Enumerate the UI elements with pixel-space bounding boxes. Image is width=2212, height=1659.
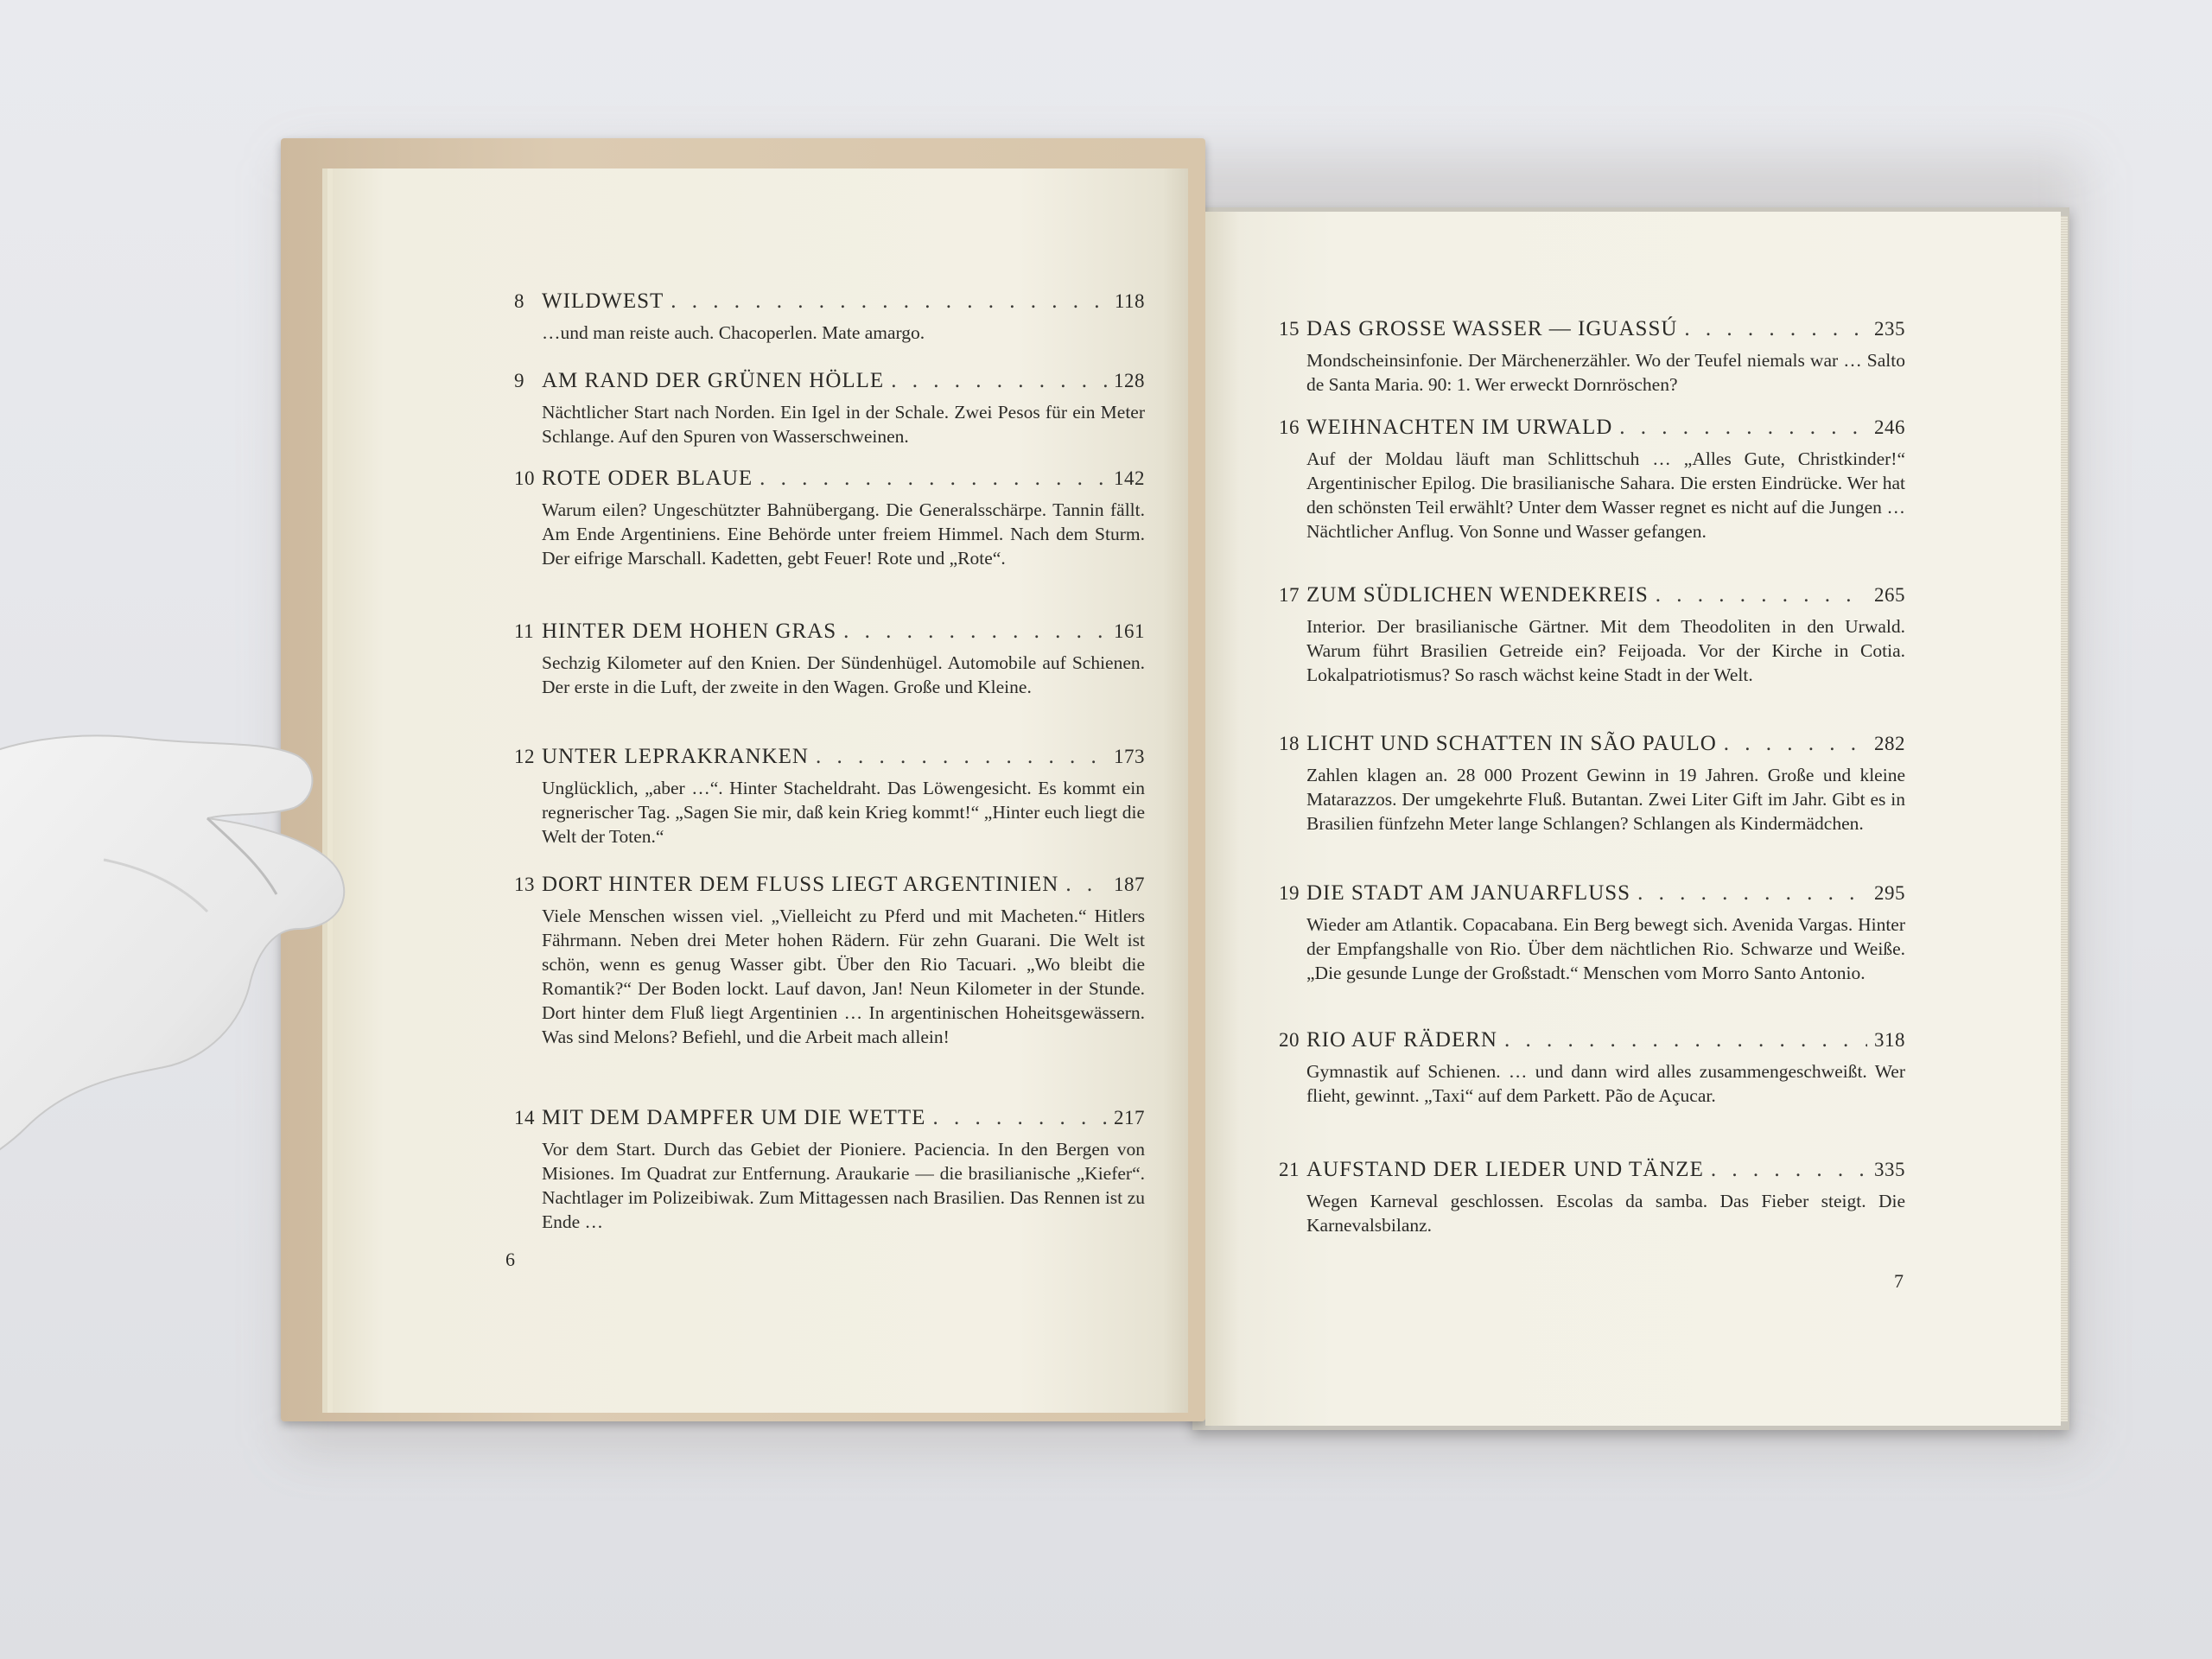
chapter-page-number: 295 [1874, 882, 1905, 904]
chapter-summary: Zahlen klagen an. 28 000 Prozent Gewinn in 19 Jahren. Große und kleine Matarazzos. Der umgekehrte Fluß. Butantan. Zwei Liter Gift im Jahr. Gibt es in Brasilien fünfzehn Meter lange Schlangen? Schlangen als Kindermädchen. [1306, 765, 1905, 834]
chapter-number: 16 [1279, 416, 1300, 438]
page-edges [2061, 216, 2068, 1421]
chapter-number: 21 [1279, 1159, 1300, 1180]
chapter-summary: Wegen Karneval geschlossen. Escolas da samba. Das Fieber steigt. Die Karnevalsbilanz. [1306, 1191, 1905, 1236]
leader-dots [816, 745, 1107, 769]
leader-dots [1711, 1158, 1867, 1182]
chapter-summary: Vor dem Start. Durch das Gebiet der Pioniere. Paciencia. In den Bergen von Misiones. Im Quadrat zur Entfernung. Araukarie — die brasilianische „Kiefer“. Nachtlager im Polizeibiwak. Zum Mittagessen nach Brasilien. Das Rennen ist zu Ende … [542, 1139, 1145, 1232]
chapter-page-number: 217 [1114, 1107, 1145, 1128]
chapter-number: 19 [1279, 882, 1300, 904]
chapter-title: ROTE ODER BLAUE [542, 467, 753, 490]
chapter-number: 9 [514, 370, 524, 391]
toc-entry [1279, 881, 1905, 985]
chapter-summary: Wieder am Atlantik. Copacabana. Ein Berg bewegt sich. Avenida Vargas. Hinter der Empfangshalle von Rio. Über dem nächtlichen Rio. Schwarze und Weiße. „Die gesunde Lunge der Großstadt.“ Menschen vom Morro Santo Antonio. [1306, 914, 1905, 983]
toc-entry [514, 369, 1145, 448]
toc-entry-heading [514, 467, 1145, 491]
chapter-summary: Gymnastik auf Schienen. … und dann wird alles zusammengeschweißt. Wer flieht, gewinnt. „Taxi“ auf dem Parkett. Pão de Açucar. [1306, 1061, 1905, 1106]
chapter-number: 12 [514, 746, 535, 767]
leader-dots [671, 289, 1108, 314]
chapter-number: 17 [1279, 584, 1300, 606]
chapter-summary: Sechzig Kilometer auf den Knien. Der Sündenhügel. Automobile auf Schienen. Der erste in die Luft, der zweite in den Wagen. Große und Kleine. [542, 652, 1145, 697]
chapter-number: 15 [1279, 318, 1300, 340]
chapter-summary: Unglücklich, „aber …“. Hinter Stacheldraht. Das Löwengesicht. Es kommt ein regnerischer Tag. „Sagen Sie mir, daß kein Krieg kommt!“ „Hinter euch liegt die Welt der Toten.“ [542, 778, 1145, 847]
chapter-title: DIE STADT AM JANUARFLUSS [1306, 881, 1631, 905]
chapter-title: RIO AUF RÄDERN [1306, 1028, 1497, 1052]
leader-dots [1656, 583, 1867, 607]
chapter-page-number: 235 [1874, 318, 1905, 340]
toc-entry [1279, 416, 1905, 543]
chapter-page-number: 142 [1114, 467, 1145, 489]
chapter-title: MIT DEM DAMPFER UM DIE WETTE [542, 1106, 926, 1129]
leader-dots [1504, 1028, 1867, 1052]
chapter-summary: Interior. Der brasilianische Gärtner. Mit dem Theodoliten in den Urwald. Warum führt Brasilien Getreide ein? Feijoada. Vor der Kirche in Cotia. Lokalpatriotismus? So rasch wächst keine Stadt in der Welt. [1306, 616, 1905, 685]
toc-entry-heading [1279, 732, 1905, 756]
chapter-page-number: 318 [1874, 1029, 1905, 1051]
chapter-title: AM RAND DER GRÜNEN HÖLLE [542, 369, 885, 392]
toc-entry-heading [1279, 1158, 1905, 1182]
leader-dots [891, 369, 1107, 393]
toc-entry [514, 467, 1145, 570]
chapter-page-number: 282 [1874, 733, 1905, 754]
chapter-title: ZUM SÜDLICHEN WENDEKREIS [1306, 583, 1649, 607]
chapter-page-number: 118 [1114, 290, 1145, 312]
leader-dots [1637, 881, 1867, 906]
toc-entry-heading [514, 620, 1145, 644]
chapter-title: LICHT UND SCHATTEN IN SÃO PAULO [1306, 732, 1717, 755]
chapter-title: WEIHNACHTEN IM URWALD [1306, 416, 1613, 439]
leader-dots [843, 620, 1107, 644]
toc-entry [1279, 583, 1905, 687]
toc-entry-heading [1279, 1028, 1905, 1052]
toc-entry-heading [1279, 416, 1905, 440]
toc-entry [514, 745, 1145, 849]
chapter-page-number: 161 [1114, 620, 1145, 642]
chapter-title: DAS GROSSE WASSER — IGUASSÚ [1306, 317, 1678, 340]
toc-entry-heading [514, 1106, 1145, 1130]
right-folio: 7 [1894, 1270, 1904, 1292]
chapter-summary: …und man reiste auch. Chacoperlen. Mate amargo. [542, 322, 925, 343]
chapter-page-number: 265 [1874, 584, 1905, 606]
leader-dots [1619, 416, 1867, 440]
toc-entry-heading [514, 369, 1145, 393]
chapter-summary: Auf der Moldau läuft man Schlittschuh … „Alles Gute, Christkinder!“ Argentinischer Epilog. Die brasilianische Sahara. Die ersten Eindrücke. Wer hat den schönsten Teil erwählt? Unter dem Wasser regnet es nicht auf die Jungen … Nächtlicher Anflug. Von Sonne und Wasser gefangen. [1306, 448, 1905, 542]
chapter-title: WILDWEST [542, 289, 664, 313]
leader-dots [1684, 317, 1867, 341]
toc-entry-heading [514, 745, 1145, 769]
chapter-page-number: 173 [1114, 746, 1145, 767]
white-glove-hand-icon [0, 721, 397, 1274]
chapter-page-number: 335 [1874, 1159, 1905, 1180]
chapter-number: 8 [514, 290, 524, 312]
chapter-number: 13 [514, 874, 535, 895]
toc-entry-heading [514, 289, 1145, 314]
chapter-page-number: 246 [1874, 416, 1905, 438]
chapter-page-number: 187 [1114, 874, 1145, 895]
toc-entry [514, 1106, 1145, 1234]
chapter-title: UNTER LEPRAKRANKEN [542, 745, 809, 768]
toc-entry [514, 289, 1145, 345]
chapter-title: HINTER DEM HOHEN GRAS [542, 620, 837, 643]
chapter-number: 20 [1279, 1029, 1300, 1051]
toc-entry [514, 620, 1145, 699]
toc-entry [1279, 317, 1905, 397]
chapter-summary: Nächtlicher Start nach Norden. Ein Igel in der Schale. Zwei Pesos für ein Meter Schlange. Auf den Spuren von Wasserschweinen. [542, 402, 1145, 447]
toc-entry [1279, 1158, 1905, 1237]
toc-entry [514, 873, 1145, 1049]
chapter-title: DORT HINTER DEM FLUSS LIEGT ARGENTINIEN [542, 873, 1059, 896]
leader-dots [1065, 873, 1107, 897]
toc-entry [1279, 732, 1905, 836]
chapter-summary: Mondscheinsinfonie. Der Märchenerzähler. Wo der Teufel niemals war … Salto de Santa Maria. 90: 1. Wer erweckt Dornröschen? [1306, 350, 1905, 395]
leader-dots [1724, 732, 1867, 756]
toc-entry-heading [514, 873, 1145, 897]
right-page [1205, 212, 2061, 1426]
toc-entry [1279, 1028, 1905, 1108]
chapter-number: 14 [514, 1107, 535, 1128]
leader-dots [760, 467, 1107, 491]
chapter-number: 18 [1279, 733, 1300, 754]
chapter-page-number: 128 [1114, 370, 1145, 391]
chapter-summary: Warum eilen? Ungeschützter Bahnübergang. Die Generalsschärpe. Tannin fällt. Am Ende Argentiniens. Eine Behörde unter freiem Himmel. Nach dem Sturm. Der eifrige Marschall. Kadetten, gebt Feuer! Rote und „Rote“. [542, 499, 1145, 569]
toc-entry-heading [1279, 881, 1905, 906]
chapter-title: AUFSTAND DER LIEDER UND TÄNZE [1306, 1158, 1704, 1181]
toc-entry-heading [1279, 317, 1905, 341]
chapter-number: 10 [514, 467, 535, 489]
chapter-summary: Viele Menschen wissen viel. „Vielleicht zu Pferd und mit Macheten.“ Hitlers Fährmann. Neben drei Meter hohen Rädern. Für zehn Guarani. Die Welt ist schön, wenn es genug Wasser gibt. Über den Rio Tacuari. „Wo bleibt die Romantik?“ Der Boden lockt. Lauf davon, Jan! Neun Kilometer in der Stunde. Dort hinter dem Fluß liegt Argentinien … In argentinischen Hoheitsgewässern. Was sind Melons? Befiehl, und die Arbeit mach allein! [542, 906, 1145, 1047]
left-folio: 6 [505, 1249, 515, 1270]
left-page [333, 168, 1188, 1413]
leader-dots [932, 1106, 1107, 1130]
toc-entry-heading [1279, 583, 1905, 607]
chapter-number: 11 [514, 620, 535, 642]
